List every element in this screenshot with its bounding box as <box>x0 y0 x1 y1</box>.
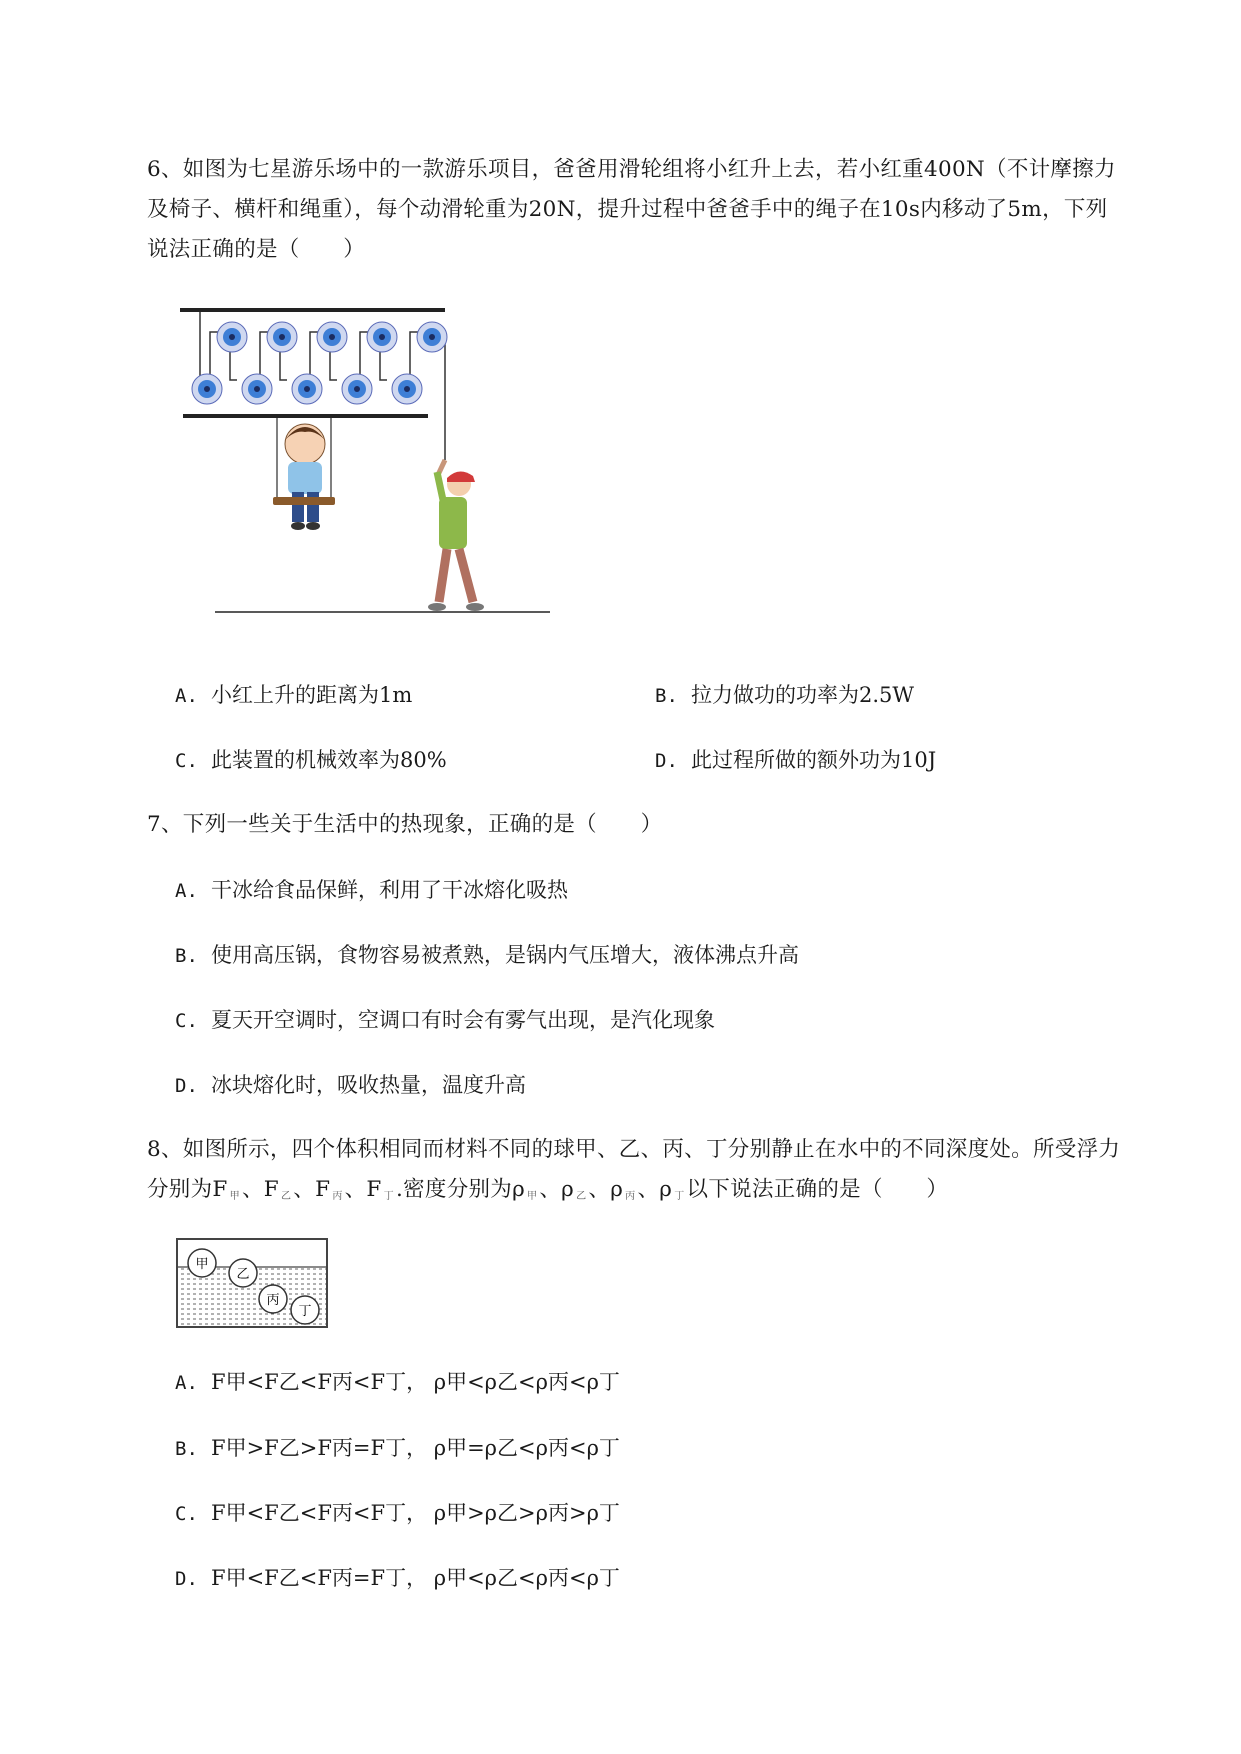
ball-ding-label: 丁 <box>298 1304 312 1319</box>
q6-option-c-text: 此装置的机械效率为80% <box>211 748 447 772</box>
q6-option-a[interactable]: A. 小红上升的距离为1m <box>175 683 413 707</box>
ball-jia-label: 甲 <box>195 1257 209 1272</box>
q8-option-d-text: F甲<F乙<F丙=F丁， ρ甲<ρ乙<ρ丙<ρ丁 <box>211 1566 620 1590</box>
movable-pulleys <box>192 374 422 404</box>
q8-stem-line1: 8、如图所示，四个体积相同而材料不同的球甲、乙、丙、丁分别静止在水中的不同深度处。所受浮力 <box>147 1137 1121 1162</box>
child-figure <box>285 424 325 530</box>
movable-beam <box>183 414 428 418</box>
q7-option-a-text: 干冰给食品保鲜，利用了干冰熔化吸热 <box>211 878 568 902</box>
fixed-pulleys <box>217 322 447 352</box>
q6-option-d-text: 此过程所做的额外功为10J <box>691 748 937 772</box>
q6-option-c[interactable]: C. 此装置的机械效率为80% <box>175 748 447 772</box>
ball-yi-label: 乙 <box>236 1267 250 1282</box>
q8-stem <box>147 1130 1157 1217</box>
q7-option-b-text: 使用高压锅，食物容易被煮熟，是锅内气压增大，液体沸点升高 <box>211 943 799 967</box>
q8-option-a[interactable]: A. F甲<F乙<F丙<F丁， ρ甲<ρ乙<ρ丙<ρ丁 <box>175 1370 620 1394</box>
ball-bing-label: 丙 <box>266 1293 280 1308</box>
q8-option-d[interactable]: D. F甲<F乙<F丙=F丁， ρ甲<ρ乙<ρ丙<ρ丁 <box>175 1566 620 1590</box>
q7-stem: 7、下列一些关于生活中的热现象，正确的是（ ） <box>147 812 663 837</box>
q8-option-c-text: F甲<F乙<F丙<F丁， ρ甲>ρ乙>ρ丙>ρ丁 <box>211 1501 620 1525</box>
q6-option-a-text: 小红上升的距离为1m <box>211 683 413 707</box>
q6-option-b-text: 拉力做功的功率为2.5W <box>691 683 914 707</box>
q7-option-a[interactable]: A. 干冰给食品保鲜，利用了干冰熔化吸热 <box>175 878 568 902</box>
pulley-figure <box>175 302 565 647</box>
q8-option-a-text: F甲<F乙<F丙<F丁， ρ甲<ρ乙<ρ丙<ρ丁 <box>211 1370 620 1394</box>
q6-stem-line3: 说法正确的是（ ） <box>147 237 366 262</box>
q8-option-c[interactable]: C. F甲<F乙<F丙<F丁， ρ甲>ρ乙>ρ丙>ρ丁 <box>175 1501 620 1525</box>
q6-stem-line2: 及椅子、横杆和绳重），每个动滑轮重为20N，提升过程中爸爸手中的绳子在10s内移动了5m，下列 <box>147 197 1108 222</box>
ball-yi <box>229 1259 257 1287</box>
q6-option-b[interactable]: B. 拉力做功的功率为2.5W <box>655 683 914 707</box>
ball-ding <box>291 1296 319 1324</box>
q7-option-d[interactable]: D. 冰块熔化时，吸收热量，温度升高 <box>175 1073 526 1097</box>
q8-stem-line2: 分别为F $_甲$、F $_乙$、F $_丙$、F $_丁$.密度分别为ρ $_甲$、ρ $_乙$、ρ $_丙$、ρ $_丁$以下说法正确的是（ ） <box>147 1177 949 1202</box>
q7-option-d-text: 冰块熔化时，吸收热量，温度升高 <box>211 1073 526 1097</box>
top-beam <box>180 308 445 312</box>
father-figure <box>428 460 484 611</box>
ball-bing <box>259 1285 287 1313</box>
q7-option-c-text: 夏天开空调时，空调口有时会有雾气出现，是汽化现象 <box>211 1008 715 1032</box>
q8-option-b[interactable]: B. F甲>F乙>F丙=F丁， ρ甲=ρ乙<ρ丙<ρ丁 <box>175 1436 620 1460</box>
q6-stem-line1: 6、如图为七星游乐场中的一款游乐项目，爸爸用滑轮组将小红升上去，若小红重400N（不计摩擦力 <box>147 157 1116 182</box>
q8-option-b-text: F甲>F乙>F丙=F丁， ρ甲=ρ乙<ρ丙<ρ丁 <box>211 1436 620 1460</box>
swing-seat <box>273 497 335 505</box>
q7-option-b[interactable]: B. 使用高压锅，食物容易被煮熟，是锅内气压增大，液体沸点升高 <box>175 943 799 967</box>
q7-option-c[interactable]: C. 夏天开空调时，空调口有时会有雾气出现，是汽化现象 <box>175 1008 715 1032</box>
q6-stem <box>147 150 1157 270</box>
q6-option-d[interactable]: D. 此过程所做的额外功为10J <box>655 748 937 772</box>
water-tank-figure <box>175 1237 335 1332</box>
ball-jia <box>188 1249 216 1277</box>
